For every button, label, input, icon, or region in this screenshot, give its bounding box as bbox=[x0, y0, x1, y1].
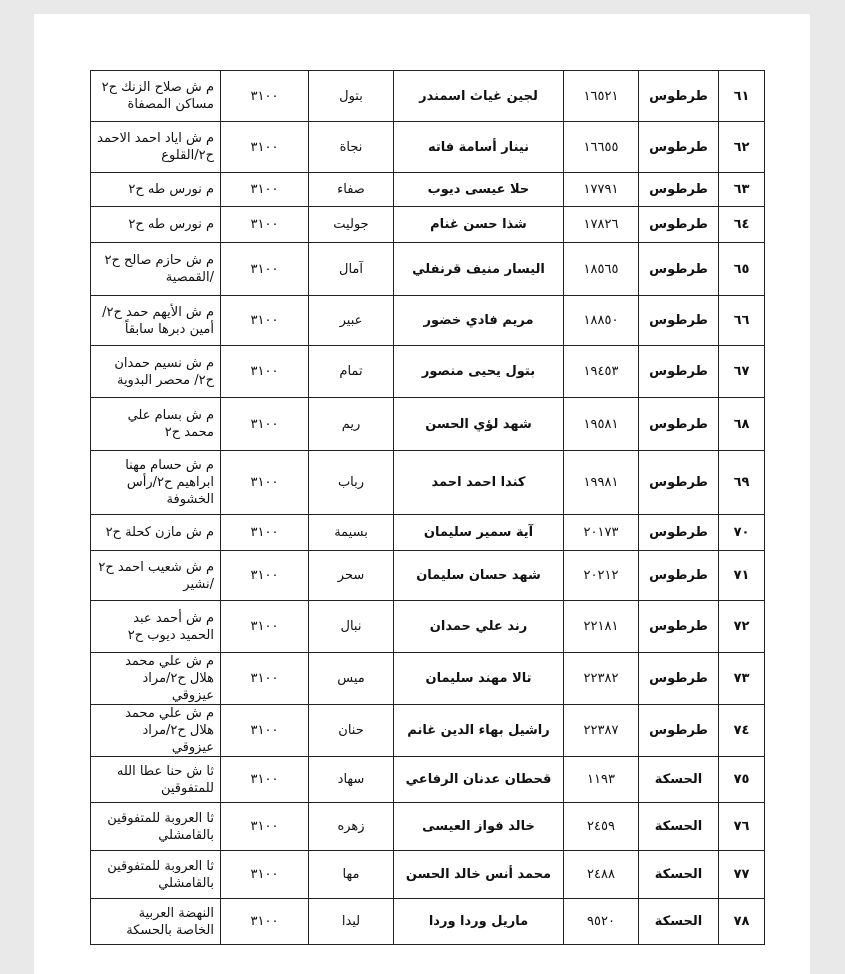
row-index: ٧٧ bbox=[719, 851, 765, 899]
score-cell: ٣١٠٠ bbox=[221, 398, 309, 451]
table-row bbox=[91, 398, 765, 451]
row-index: ٧٥ bbox=[719, 757, 765, 803]
score-cell: ٣١٠٠ bbox=[221, 296, 309, 346]
table-row bbox=[91, 346, 765, 398]
mother-name-cell: بتول bbox=[309, 71, 394, 122]
governorate-cell: الحسكة bbox=[639, 803, 719, 851]
row-index: ٧٠ bbox=[719, 515, 765, 551]
mother-name-cell: بسيمة bbox=[309, 515, 394, 551]
school-cell: ثا العروبة للمتفوقين بالقامشلي bbox=[91, 851, 221, 899]
governorate-cell: طرطوس bbox=[639, 653, 719, 705]
exam-number-cell: ٢٢١٨١ bbox=[564, 601, 639, 653]
governorate-cell: طرطوس bbox=[639, 551, 719, 601]
score-cell: ٣١٠٠ bbox=[221, 757, 309, 803]
school-cell: م نورس طه ح٢ bbox=[91, 173, 221, 207]
exam-number-cell: ١٦٥٢١ bbox=[564, 71, 639, 122]
school-cell: م ش حسام مهنا ابراهيم ح٢/رأس الخشوفة bbox=[91, 451, 221, 515]
mother-name-cell: عبير bbox=[309, 296, 394, 346]
mother-name-cell: نجاة bbox=[309, 122, 394, 173]
row-index: ٧٤ bbox=[719, 705, 765, 757]
student-name-cell: كندا احمد احمد bbox=[394, 451, 564, 515]
mother-name-cell: حنان bbox=[309, 705, 394, 757]
exam-number-cell: ٩٥٢٠ bbox=[564, 899, 639, 945]
mother-name-cell: رباب bbox=[309, 451, 394, 515]
table-row bbox=[91, 173, 765, 207]
exam-number-cell: ١٩٩٨١ bbox=[564, 451, 639, 515]
score-cell: ٣١٠٠ bbox=[221, 601, 309, 653]
student-name-cell: محمد أنس خالد الحسن bbox=[394, 851, 564, 899]
governorate-cell: طرطوس bbox=[639, 173, 719, 207]
school-cell: ثا ش حنا عطا الله للمتفوقين bbox=[91, 757, 221, 803]
score-cell: ٣١٠٠ bbox=[221, 705, 309, 757]
governorate-cell: الحسكة bbox=[639, 851, 719, 899]
mother-name-cell: سحر bbox=[309, 551, 394, 601]
exam-number-cell: ١٨٨٥٠ bbox=[564, 296, 639, 346]
exam-number-cell: ٢٠١٧٣ bbox=[564, 515, 639, 551]
row-index: ٦٩ bbox=[719, 451, 765, 515]
governorate-cell: الحسكة bbox=[639, 757, 719, 803]
table-row bbox=[91, 71, 765, 122]
governorate-cell: طرطوس bbox=[639, 515, 719, 551]
row-index: ٦٧ bbox=[719, 346, 765, 398]
governorate-cell: طرطوس bbox=[639, 398, 719, 451]
table-row bbox=[91, 803, 765, 851]
governorate-cell: طرطوس bbox=[639, 71, 719, 122]
exam-number-cell: ١٩٤٥٣ bbox=[564, 346, 639, 398]
results-table bbox=[90, 70, 765, 945]
table-row bbox=[91, 551, 765, 601]
mother-name-cell: ريم bbox=[309, 398, 394, 451]
school-cell: م ش مازن كحلة ح٢ bbox=[91, 515, 221, 551]
exam-number-cell: ٢٤٥٩ bbox=[564, 803, 639, 851]
exam-number-cell: ٢٢٣٨٧ bbox=[564, 705, 639, 757]
score-cell: ٣١٠٠ bbox=[221, 899, 309, 945]
school-cell: م ش شعيب احمد ح٢ /نشير bbox=[91, 551, 221, 601]
governorate-cell: طرطوس bbox=[639, 243, 719, 296]
score-cell: ٣١٠٠ bbox=[221, 71, 309, 122]
results-table-body bbox=[91, 71, 765, 945]
document-page bbox=[34, 14, 810, 974]
exam-number-cell: ١٧٨٢٦ bbox=[564, 207, 639, 243]
school-cell: م ش علي محمد هلال ح٢/مراد عيزوقي bbox=[91, 653, 221, 705]
school-cell: م ش صلاح الزنك ح٢ مساكن المصفاة bbox=[91, 71, 221, 122]
row-index: ٦٤ bbox=[719, 207, 765, 243]
school-cell: النهضة العربية الخاصة بالحسكة bbox=[91, 899, 221, 945]
exam-number-cell: ٢٠٢١٢ bbox=[564, 551, 639, 601]
score-cell: ٣١٠٠ bbox=[221, 207, 309, 243]
mother-name-cell: جوليت bbox=[309, 207, 394, 243]
table-row bbox=[91, 653, 765, 705]
table-row bbox=[91, 207, 765, 243]
exam-number-cell: ١٧٧٩١ bbox=[564, 173, 639, 207]
score-cell: ٣١٠٠ bbox=[221, 515, 309, 551]
mother-name-cell: نبال bbox=[309, 601, 394, 653]
mother-name-cell: ميس bbox=[309, 653, 394, 705]
row-index: ٦٨ bbox=[719, 398, 765, 451]
mother-name-cell: مها bbox=[309, 851, 394, 899]
row-index: ٦٥ bbox=[719, 243, 765, 296]
student-name-cell: راشيل بهاء الدين غانم bbox=[394, 705, 564, 757]
table-row bbox=[91, 243, 765, 296]
row-index: ٦٦ bbox=[719, 296, 765, 346]
exam-number-cell: ١٦٦٥٥ bbox=[564, 122, 639, 173]
table-row bbox=[91, 122, 765, 173]
row-index: ٦١ bbox=[719, 71, 765, 122]
mother-name-cell: تمام bbox=[309, 346, 394, 398]
score-cell: ٣١٠٠ bbox=[221, 346, 309, 398]
exam-number-cell: ١٨٥٦٥ bbox=[564, 243, 639, 296]
table-row bbox=[91, 851, 765, 899]
school-cell: ثا العروبة للمتفوقين بالقامشلي bbox=[91, 803, 221, 851]
exam-number-cell: ٢٢٣٨٢ bbox=[564, 653, 639, 705]
row-index: ٧٦ bbox=[719, 803, 765, 851]
row-index: ٧٣ bbox=[719, 653, 765, 705]
score-cell: ٣١٠٠ bbox=[221, 243, 309, 296]
score-cell: ٣١٠٠ bbox=[221, 551, 309, 601]
table-row bbox=[91, 899, 765, 945]
student-name-cell: ماريل وردا وردا bbox=[394, 899, 564, 945]
student-name-cell: مريم فادي خضور bbox=[394, 296, 564, 346]
student-name-cell: شذا حسن غنام bbox=[394, 207, 564, 243]
mother-name-cell: آمال bbox=[309, 243, 394, 296]
student-name-cell: شهد حسان سليمان bbox=[394, 551, 564, 601]
score-cell: ٣١٠٠ bbox=[221, 851, 309, 899]
mother-name-cell: سهاد bbox=[309, 757, 394, 803]
score-cell: ٣١٠٠ bbox=[221, 122, 309, 173]
student-name-cell: تالا مهند سليمان bbox=[394, 653, 564, 705]
exam-number-cell: ٢٤٨٨ bbox=[564, 851, 639, 899]
school-cell: م ش أحمد عبد الحميد ديوب ح٢ bbox=[91, 601, 221, 653]
student-name-cell: اليسار منيف قرنفلي bbox=[394, 243, 564, 296]
exam-number-cell: ١١٩٣ bbox=[564, 757, 639, 803]
governorate-cell: طرطوس bbox=[639, 346, 719, 398]
student-name-cell: لجين غياث اسمندر bbox=[394, 71, 564, 122]
student-name-cell: حلا عيسى ديوب bbox=[394, 173, 564, 207]
governorate-cell: طرطوس bbox=[639, 601, 719, 653]
governorate-cell: الحسكة bbox=[639, 899, 719, 945]
table-row bbox=[91, 601, 765, 653]
table-row bbox=[91, 515, 765, 551]
student-name-cell: آية سمير سليمان bbox=[394, 515, 564, 551]
school-cell: م ش نسيم حمدان ح٢/ محصر البدوية bbox=[91, 346, 221, 398]
school-cell: م نورس طه ح٢ bbox=[91, 207, 221, 243]
student-name-cell: شهد لؤي الحسن bbox=[394, 398, 564, 451]
table-row bbox=[91, 757, 765, 803]
mother-name-cell: ليدا bbox=[309, 899, 394, 945]
student-name-cell: قحطان عدنان الرفاعي bbox=[394, 757, 564, 803]
exam-number-cell: ١٩٥٨١ bbox=[564, 398, 639, 451]
school-cell: م ش الأيهم حمد ح٢/أمين دبرها سابقاً bbox=[91, 296, 221, 346]
score-cell: ٣١٠٠ bbox=[221, 451, 309, 515]
mother-name-cell: صفاء bbox=[309, 173, 394, 207]
table-row bbox=[91, 296, 765, 346]
row-index: ٧١ bbox=[719, 551, 765, 601]
row-index: ٧٢ bbox=[719, 601, 765, 653]
governorate-cell: طرطوس bbox=[639, 296, 719, 346]
row-index: ٦٣ bbox=[719, 173, 765, 207]
governorate-cell: طرطوس bbox=[639, 451, 719, 515]
school-cell: م ش اياد احمد الاحمد ح٢/القلوع bbox=[91, 122, 221, 173]
student-name-cell: بتول يحيى منصور bbox=[394, 346, 564, 398]
table-row bbox=[91, 705, 765, 757]
row-index: ٧٨ bbox=[719, 899, 765, 945]
governorate-cell: طرطوس bbox=[639, 705, 719, 757]
governorate-cell: طرطوس bbox=[639, 207, 719, 243]
student-name-cell: نينار أسامة فاته bbox=[394, 122, 564, 173]
student-name-cell: خالد فواز العيسى bbox=[394, 803, 564, 851]
school-cell: م ش بسام علي محمد ح٢ bbox=[91, 398, 221, 451]
row-index: ٦٢ bbox=[719, 122, 765, 173]
score-cell: ٣١٠٠ bbox=[221, 653, 309, 705]
table-row bbox=[91, 451, 765, 515]
school-cell: م ش حازم صالح ح٢ /القمصية bbox=[91, 243, 221, 296]
governorate-cell: طرطوس bbox=[639, 122, 719, 173]
school-cell: م ش علي محمد هلال ح٢/مراد عيزوقي bbox=[91, 705, 221, 757]
score-cell: ٣١٠٠ bbox=[221, 173, 309, 207]
mother-name-cell: زهره bbox=[309, 803, 394, 851]
student-name-cell: رند علي حمدان bbox=[394, 601, 564, 653]
score-cell: ٣١٠٠ bbox=[221, 803, 309, 851]
